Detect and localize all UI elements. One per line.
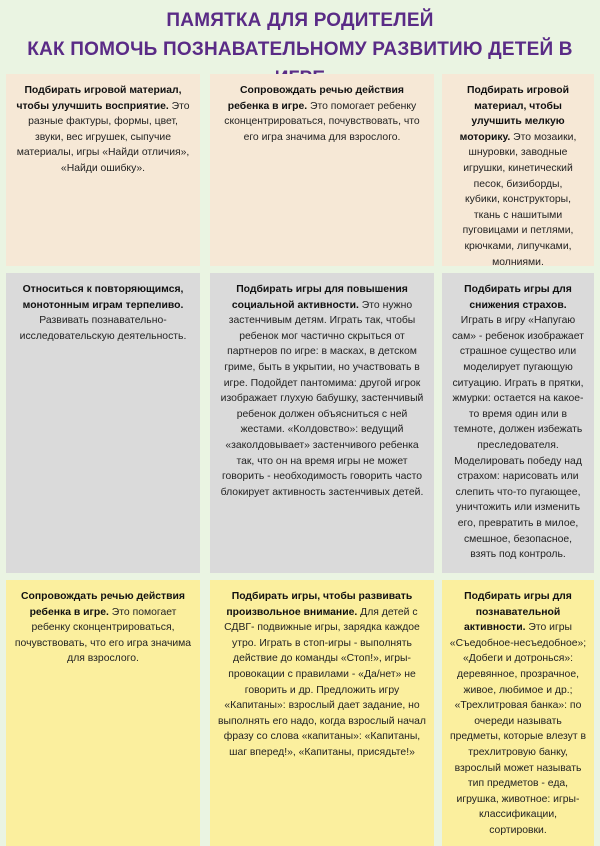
card-speech (210, 74, 434, 266)
card-heading: Сопровождать речью действия ребенка в игре. (227, 85, 404, 112)
title-line-2: КАК ПОМОЧЬ ПОЗНАВАТЕЛЬНОМУ РАЗВИТИЮ ДЕТЕЙ В (27, 39, 573, 60)
card-heading: Подбирать игры для познавательной активности. (464, 591, 572, 634)
card-text: Играть в игру «Напугаю сам» - ребенок изображает страшное существо или моделирует пугающую ситуацию. Играть в прятки, жмурки: остается на какое-то время один или в темноте, должен избежать преследователя. (452, 315, 584, 451)
card-text: Это нужно застенчивым детям. Играть так, чтобы ребенок мог частично скрыться от партнеров по игре: в масках, в детском гриме, быть в укрытии, но участвовать в игре. Подойдет пантомима: другой игрок изображает глухую бабушку, застенчивый ребенок должен объясниться с ней жестами. «Колдовство»: ведущий «заколдовывает» застенчивого ребенка так, что он на время игры не может говорить - необходимость говорить часто блокирует активность застенчивых детей. (220, 299, 424, 498)
card-speech-2 (6, 580, 200, 846)
card-text: Развивать познавательно-исследовательскую деятельность. (19, 315, 187, 342)
card-text: Это игры «Съедобное-несъедобное»; «Добеги и дотронься»: деревянное, прозрачное, живое, любимое и др.; «Трехлитровая банка»: по очереди называть предметы, которые влезут в трехлитровую банку, взрослый может называть тип предметов - еда, игрушка, животное: игры-классификации, сортировки. (449, 622, 587, 836)
card-heading: Относиться к повторяющимся, монотонным играм терпеливо. (22, 284, 184, 311)
card-heading: Подбирать игры, чтобы развивать произвольное внимание. (226, 591, 413, 618)
card-text: Это помогает ребенку сконцентрироваться, почувствовать, что его игра значима для взрослого. (224, 100, 420, 143)
card-text: Это разные фактуры, формы, цвет, звуки, вес игрушек, сыпучие материалы, игры «Найди отличия», «Найди ошибку». (16, 100, 190, 174)
card-fears (442, 273, 594, 573)
card-text: Это мозаики, шнуровки, заводные игрушки, кинетический песок, бизиборды, кубики, конструкторы, ткань с нашитыми пуговицами и петлями, крючками, липучками, молниями. (462, 131, 577, 268)
card-fine-motor (442, 74, 594, 266)
card-text: Для детей с СДВГ- подвижные игры, зарядка каждое утро. Играть в стоп-игры - выполнять действие до команды «Стоп!», игры-провокации с правилами - «Да/нет» не говорить и др. Предложить игру «Капитаны»: взрослый дает задание, но выполнять его надо, когда взрослый начал фразу со слова «капитаны»: «Капитаны, шаг вперед!», «Капитаны, присядьте!» (218, 606, 426, 758)
card-monotonous-games (6, 273, 200, 573)
card-heading: Подбирать игровой материал, чтобы улучшить восприятие. (16, 85, 182, 112)
card-heading: Сопровождать речью действия ребенка в игре. (21, 591, 185, 618)
card-social-activity (210, 273, 434, 573)
card-perception (6, 74, 200, 266)
card-heading: Подбирать игровой материал, чтобы улучшить мелкую моторику. (459, 85, 569, 143)
card-text-2: Моделировать победу над страхом: нарисовать или слепить что-то пугающее, уничтожить или изменить его, превратить в милое, смешное, безопасное, взять под контроль. (454, 455, 582, 561)
card-text: Это помогает ребенку сконцентрироваться, почувствовать, что его игра значима для взрослого. (14, 606, 192, 665)
card-cognitive-activity (442, 580, 594, 846)
title-line-1: ПАМЯТКА ДЛЯ РОДИТЕЛЕЙ (166, 10, 434, 31)
card-heading: Подбирать игры для снижения страхов. (464, 284, 572, 311)
card-attention (210, 580, 434, 846)
card-heading: Подбирать игры для повышения социальной активности. (231, 284, 408, 311)
